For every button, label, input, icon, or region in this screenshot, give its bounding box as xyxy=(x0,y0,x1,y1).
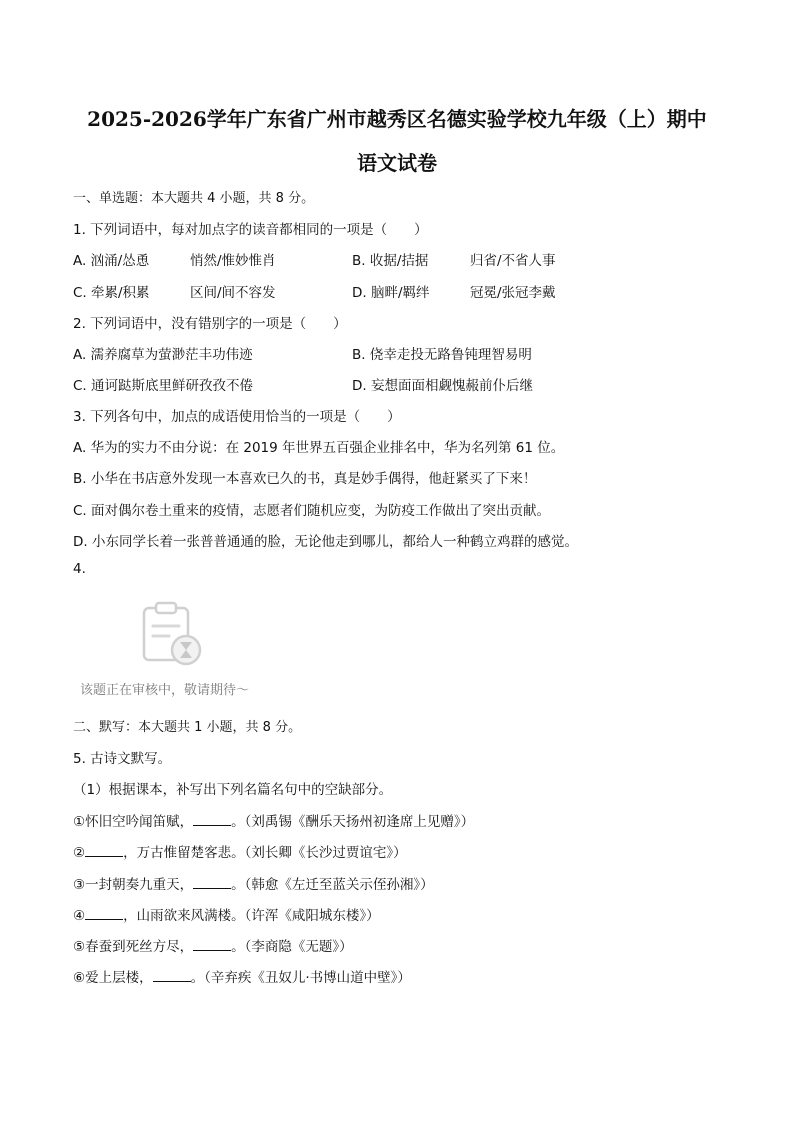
q5-subquestion: （1）根据课本，补写出下列名篇名句中的空缺部分。 xyxy=(73,782,393,798)
line4-suffix: ，山雨欲来风满楼。（许浑《咸阳城东楼》） xyxy=(123,908,380,924)
answer-blank[interactable] xyxy=(153,969,191,982)
line4-prefix: ④ xyxy=(73,908,86,924)
q3-option-d: D. 小东同学长着一张普普通通的脸，无论他走到哪儿，都给人一种鹤立鸡群的感觉。 xyxy=(73,534,578,550)
line3-suffix: 。（韩愈《左迁至蓝关示侄孙湘》） xyxy=(231,877,434,893)
q5-line-5 xyxy=(73,935,353,955)
section2-heading: 二、默写：本大题共 1 小题，共 8 分。 xyxy=(73,720,302,735)
answer-blank[interactable] xyxy=(193,813,231,826)
q5-line-1 xyxy=(73,810,474,830)
line6-suffix: 。（辛弃疾《丑奴儿·书博山道中壁》） xyxy=(190,970,411,986)
q1-option-c: C. 牵累/积累 xyxy=(73,285,150,301)
q1-stem: 1. 下列词语中，每对加点字的读音都相同的一项是（ ） xyxy=(73,222,428,238)
q4-placeholder-text: 该题正在审核中，敬请期待～ xyxy=(80,683,250,698)
q1-option-c-extra: 区间/间不容发 xyxy=(190,285,276,301)
q3-option-b: B. 小华在书店意外发现一本喜欢已久的书，真是妙手偶得，他赶紧买了下来！ xyxy=(73,471,537,487)
line1-prefix: ①怀旧空吟闻笛赋， xyxy=(73,814,194,830)
q1-option-d-extra: 冠冕/张冠李戴 xyxy=(470,285,556,301)
q1-option-b: B. 收据/拮据 xyxy=(352,253,429,269)
line2-suffix: ，万古惟留楚客悲。（刘长卿《长沙过贾谊宅》） xyxy=(123,845,407,861)
q3-option-a: A. 华为的实力不由分说：在 2019 年世界五百强企业排名中，华为名列第 61 位。 xyxy=(73,440,565,456)
line1-suffix: 。（刘禹锡《酬乐天扬州初逢席上见赠》） xyxy=(231,814,475,830)
line3-prefix: ③一封朝奏九重天， xyxy=(73,877,194,893)
q5-stem: 5. 古诗文默写。 xyxy=(73,751,172,767)
answer-blank[interactable] xyxy=(85,844,123,857)
q5-line-2 xyxy=(73,841,407,861)
q1-option-a-extra: 悄然/惟妙惟肖 xyxy=(190,253,276,269)
line5-prefix: ⑤春蚕到死丝方尽， xyxy=(73,939,194,955)
q5-line-6 xyxy=(73,966,411,986)
q4-number: 4. xyxy=(73,561,86,577)
line2-prefix: ② xyxy=(73,845,86,861)
q3-stem: 3. 下列各句中，加点的成语使用恰当的一项是（ ） xyxy=(73,409,401,425)
line5-suffix: 。（李商隐《无题》） xyxy=(231,939,353,955)
q5-line-3 xyxy=(73,873,434,893)
q2-stem: 2. 下列词语中，没有错别字的一项是（ ） xyxy=(73,316,347,332)
exam-title-line1: 2025-2026学年广东省广州市越秀区名德实验学校九年级（上）期中 xyxy=(87,107,707,131)
answer-blank[interactable] xyxy=(85,907,123,920)
q2-option-d: D. 妄想面面相觑愧赧前仆后继 xyxy=(352,378,533,394)
line6-prefix: ⑥爱上层楼， xyxy=(73,970,153,986)
q1-option-b-extra: 归省/不省人事 xyxy=(470,253,556,269)
exam-title-line2: 语文试卷 xyxy=(357,151,437,175)
q1-option-d: D. 脑畔/羁绊 xyxy=(352,285,430,301)
section1-heading: 一、单选题：本大题共 4 小题，共 8 分。 xyxy=(73,191,315,206)
answer-blank[interactable] xyxy=(193,938,231,951)
q2-option-a: A. 濡养腐草为萤渺茫丰功伟迹 xyxy=(73,347,253,363)
q5-line-4 xyxy=(73,904,380,924)
q1-option-a: A. 汹涌/怂恿 xyxy=(73,253,150,269)
clipboard-hourglass-icon xyxy=(136,598,208,670)
q2-option-b: B. 侥幸走投无路鲁钝理智易明 xyxy=(352,347,532,363)
q3-option-c: C. 面对偶尔卷土重来的疫情，志愿者们随机应变，为防疫工作做出了突出贡献。 xyxy=(73,503,551,519)
answer-blank[interactable] xyxy=(193,876,231,889)
q2-option-c: C. 通诃跶斯底里鲜研孜孜不倦 xyxy=(73,378,254,394)
